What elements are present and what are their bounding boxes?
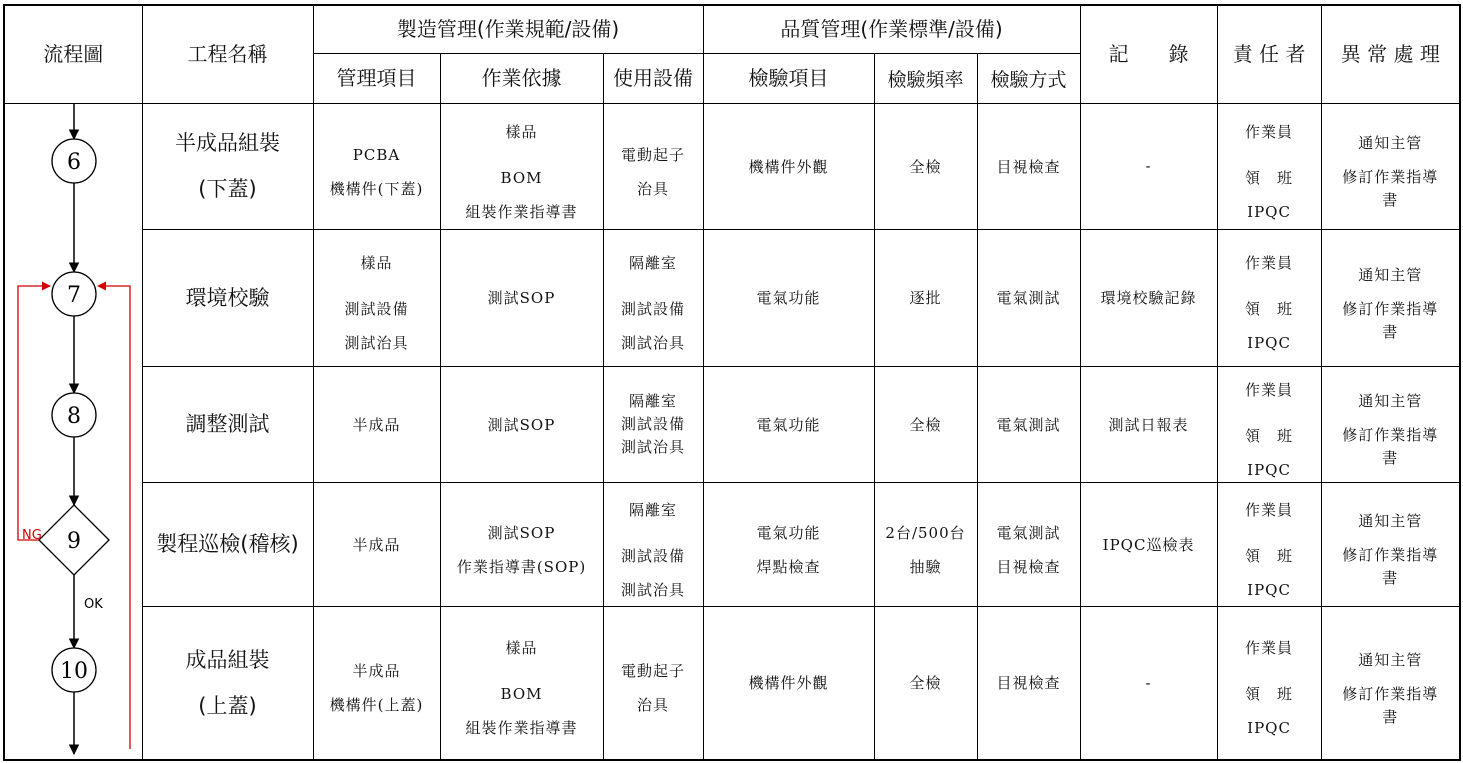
work-basis-item: 組裝作業指導書 xyxy=(465,719,578,738)
responsible-item: 領 班 xyxy=(1245,300,1294,318)
table-row xyxy=(4,482,1460,606)
work-basis: 測試SOP xyxy=(440,366,603,482)
control-items: 半成品 xyxy=(313,366,440,482)
control-item: 測試設備 xyxy=(344,300,409,318)
equipment-item: 隔離室 xyxy=(629,500,678,519)
work-basis-item: 測試SOP xyxy=(487,523,556,542)
equipment-item: 測試治具 xyxy=(621,580,686,599)
control-items xyxy=(313,606,440,760)
exception-handling xyxy=(1321,606,1460,760)
inspection-item: 焊點檢查 xyxy=(756,557,821,576)
equipment-item: 電動起子 xyxy=(621,662,686,681)
equipment-item: 電動起子 xyxy=(621,145,686,164)
record: IPQC巡檢表 xyxy=(1080,482,1217,606)
exception-item: 通知主管 xyxy=(1358,265,1423,284)
responsible-item: 作業員 xyxy=(1245,639,1294,658)
flowchart-diagram xyxy=(5,104,143,762)
responsible-item: IPQC xyxy=(1247,460,1291,479)
table-row xyxy=(4,103,1460,229)
control-item: 機構件(下蓋) xyxy=(329,179,424,198)
flow-node-label: 6 xyxy=(67,149,81,175)
exception-item: 修訂作業指導 xyxy=(1342,684,1439,703)
ng-loop-line xyxy=(18,286,50,540)
equipment-item: 隔離室 xyxy=(629,391,678,410)
header-record: 記 錄 xyxy=(1080,5,1217,103)
header-inspection-items: 檢驗項目 xyxy=(703,53,874,103)
responsible xyxy=(1217,103,1321,229)
equipment xyxy=(603,103,703,229)
control-item: 半成品 xyxy=(352,662,401,681)
responsible xyxy=(1217,366,1321,482)
exception-handling xyxy=(1321,103,1460,229)
inspection-frequency: 全檢 xyxy=(874,606,977,760)
responsible-item: 領 班 xyxy=(1245,168,1294,187)
inspection-method: 電氣測試 xyxy=(977,229,1080,366)
responsible-item: IPQC xyxy=(1247,202,1291,221)
flow-node-label: 8 xyxy=(67,403,81,429)
ok-label: OK xyxy=(84,596,103,612)
exception-item: 書 xyxy=(1382,449,1399,467)
record: - xyxy=(1080,606,1217,760)
exception-item: 修訂作業指導 xyxy=(1342,426,1439,444)
responsible-item: 領 班 xyxy=(1245,426,1294,445)
responsible xyxy=(1217,482,1321,606)
exception-item: 書 xyxy=(1382,569,1399,587)
method-item: 電氣測試 xyxy=(996,523,1061,542)
equipment-item: 測試治具 xyxy=(621,334,686,352)
responsible-item: 領 班 xyxy=(1245,546,1294,565)
inspection-method: 目視檢查 xyxy=(977,606,1080,760)
equipment xyxy=(603,482,703,606)
inspection-items: 機構件外觀 xyxy=(703,606,874,760)
exception-handling xyxy=(1321,366,1460,482)
responsible xyxy=(1217,229,1321,366)
header-process-name: 工程名稱 xyxy=(142,5,313,103)
process-name-line: 成品組裝 xyxy=(185,647,270,672)
responsible-item: IPQC xyxy=(1247,580,1291,599)
responsible xyxy=(1217,606,1321,760)
inspection-items xyxy=(703,482,874,606)
responsible-item: 作業員 xyxy=(1245,122,1294,141)
exception-item: 書 xyxy=(1382,191,1399,209)
control-items: 半成品 xyxy=(313,482,440,606)
header-quality-group: 品質管理(作業標準/設備) xyxy=(703,5,1080,53)
header-manufacturing-group: 製造管理(作業規範/設備) xyxy=(313,5,703,53)
work-basis: 測試SOP xyxy=(440,229,603,366)
work-basis-item: BOM xyxy=(500,685,543,704)
process-name-line: 半成品組裝 xyxy=(175,131,280,155)
equipment xyxy=(603,606,703,760)
header-responsible: 責 任 者 xyxy=(1217,5,1321,103)
inspection-frequency xyxy=(874,482,977,606)
flow-node-label: 10 xyxy=(60,658,88,684)
responsible-item: 領 班 xyxy=(1245,685,1294,704)
inspection-items: 電氣功能 xyxy=(703,229,874,366)
responsible-item: 作業員 xyxy=(1245,500,1294,519)
inspection-method: 目視檢查 xyxy=(977,103,1080,229)
work-basis xyxy=(440,482,603,606)
exception-handling xyxy=(1321,229,1460,366)
process-name: 環境校驗 xyxy=(142,229,313,366)
work-basis-item: 組裝作業指導書 xyxy=(465,202,578,221)
header-equipment: 使用設備 xyxy=(603,53,703,103)
header-inspection-method: 檢驗方式 xyxy=(977,53,1080,103)
inspection-items: 電氣功能 xyxy=(703,366,874,482)
equipment xyxy=(603,229,703,366)
control-item: 測試治具 xyxy=(344,334,409,352)
exception-item: 修訂作業指導 xyxy=(1342,299,1439,318)
inspection-items: 機構件外觀 xyxy=(703,103,874,229)
record: 測試日報表 xyxy=(1080,366,1217,482)
equipment-item: 測試設備 xyxy=(621,414,686,433)
responsible-item: 作業員 xyxy=(1245,380,1294,399)
return-loop-line xyxy=(98,286,130,749)
header-work-basis: 作業依據 xyxy=(440,53,603,103)
work-basis-item: 樣品 xyxy=(505,639,538,658)
exception-handling xyxy=(1321,482,1460,606)
exception-item: 修訂作業指導 xyxy=(1342,546,1439,564)
record: 環境校驗記錄 xyxy=(1080,229,1217,366)
process-name xyxy=(142,103,313,229)
equipment-item: 測試設備 xyxy=(621,546,686,565)
process-name: 調整測試 xyxy=(142,366,313,482)
inspection-frequency: 逐批 xyxy=(874,229,977,366)
process-name-line: (下蓋) xyxy=(198,177,257,201)
flow-node-label: 7 xyxy=(67,282,81,308)
header-exception: 異 常 處 理 xyxy=(1321,5,1460,103)
control-item: 樣品 xyxy=(360,254,393,272)
exception-item: 通知主管 xyxy=(1358,512,1423,530)
work-basis-item: BOM xyxy=(500,168,543,187)
inspection-method: 電氣測試 xyxy=(977,366,1080,482)
process-name: 製程巡檢(稽核) xyxy=(142,482,313,606)
table-row xyxy=(4,229,1460,366)
table-row xyxy=(4,606,1460,760)
exception-item: 通知主管 xyxy=(1358,650,1423,669)
equipment-item: 治具 xyxy=(637,696,670,715)
exception-item: 通知主管 xyxy=(1358,392,1423,410)
work-basis xyxy=(440,103,603,229)
control-items xyxy=(313,229,440,366)
process-name xyxy=(142,606,313,760)
method-item: 目視檢查 xyxy=(996,557,1061,576)
process-name-line: (上蓋) xyxy=(198,693,257,718)
equipment-item: 治具 xyxy=(637,179,670,198)
inspection-frequency: 全檢 xyxy=(874,103,977,229)
equipment-item: 隔離室 xyxy=(629,254,678,272)
control-item: 機構件(上蓋) xyxy=(329,696,424,715)
equipment-item: 測試設備 xyxy=(621,300,686,318)
exception-item: 書 xyxy=(1382,322,1399,341)
equipment-item: 測試治具 xyxy=(621,437,686,456)
work-basis-item: 樣品 xyxy=(505,122,538,141)
responsible-item: 作業員 xyxy=(1245,254,1294,272)
responsible-item: IPQC xyxy=(1247,334,1291,352)
header-control-items: 管理項目 xyxy=(313,53,440,103)
header-inspection-frequency: 檢驗頻率 xyxy=(874,53,977,103)
exception-item: 通知主管 xyxy=(1358,134,1423,152)
responsible-item: IPQC xyxy=(1247,719,1291,738)
table-row xyxy=(4,366,1460,482)
control-items xyxy=(313,103,440,229)
inspection-item: 電氣功能 xyxy=(756,523,821,542)
header-flowchart: 流程圖 xyxy=(4,5,142,103)
inspection-frequency: 全檢 xyxy=(874,366,977,482)
work-basis-item: 作業指導書(SOP) xyxy=(456,557,587,576)
exception-item: 書 xyxy=(1382,707,1399,726)
process-table xyxy=(3,4,1461,761)
control-item: PCBA xyxy=(352,145,401,164)
record: - xyxy=(1080,103,1217,229)
frequency-item: 2台/500台 xyxy=(885,523,966,542)
ng-label: NG xyxy=(22,527,42,543)
exception-item: 修訂作業指導 xyxy=(1342,168,1439,186)
inspection-method xyxy=(977,482,1080,606)
flowchart-cell xyxy=(4,103,142,760)
frequency-item: 抽驗 xyxy=(909,557,942,576)
decision-node-label: 9 xyxy=(67,528,81,554)
equipment xyxy=(603,366,703,482)
work-basis xyxy=(440,606,603,760)
